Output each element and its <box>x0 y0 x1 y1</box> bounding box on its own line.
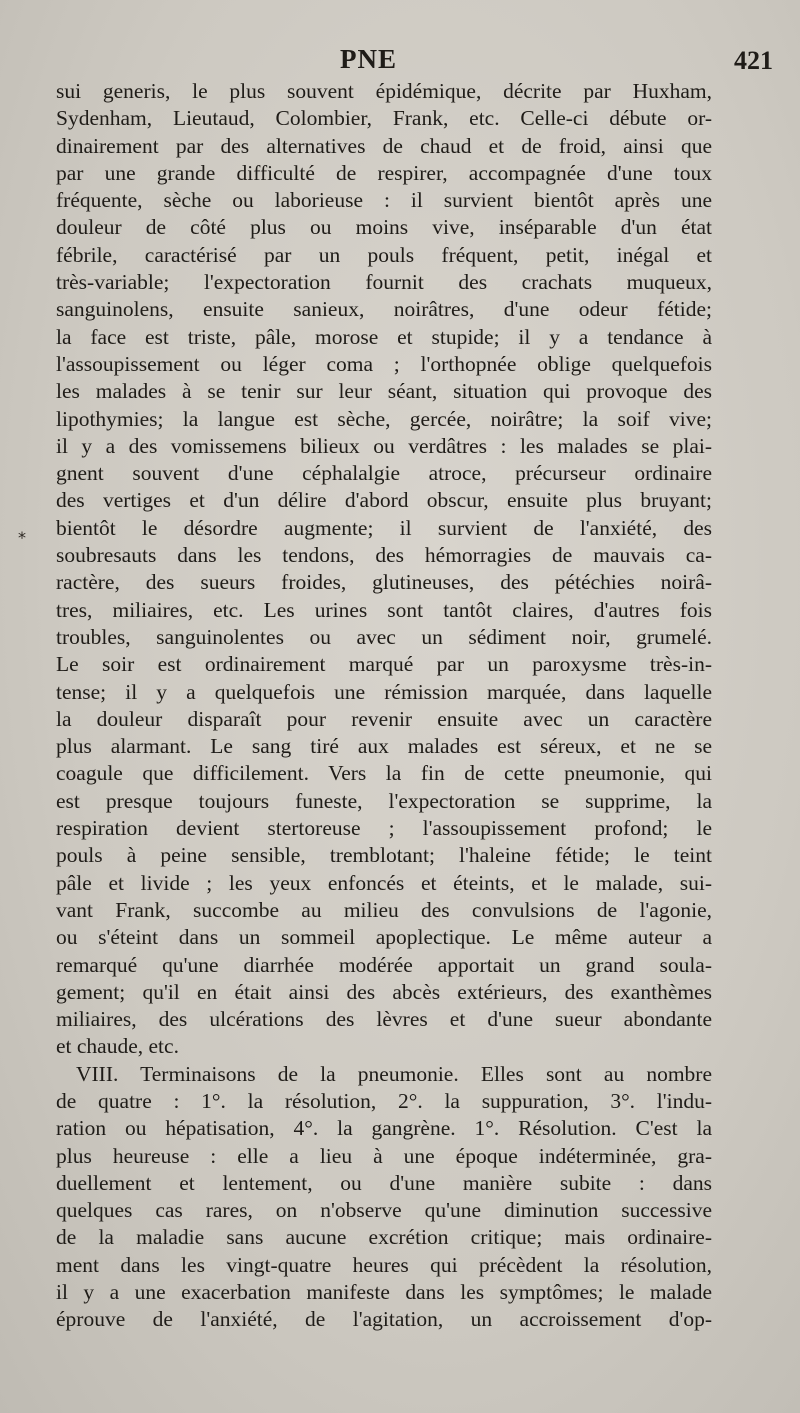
text-line: plus heureuse : elle a lieu à une époque indéterminée, gra- <box>56 1143 712 1168</box>
body-text <box>56 78 712 1334</box>
text-line: l'assoupissement ou léger coma ; l'orthopnée oblige quelquefois <box>56 351 712 376</box>
text-line: de la maladie sans aucune excrétion critique; mais ordinaire- <box>56 1225 712 1250</box>
text-line: est presque toujours funeste, l'expectoration se supprime, la <box>56 788 712 813</box>
text-line: ment dans les vingt-quatre heures qui précèdent la résolution, <box>56 1252 712 1277</box>
text-line: remarqué qu'une diarrhée modérée apportait un grand soula- <box>56 952 712 977</box>
page-header <box>0 44 800 78</box>
text-line: la douleur disparaît pour revenir ensuite avec un caractère <box>56 706 712 731</box>
text-line: duellement et lentement, ou d'une manière subite : dans <box>56 1170 712 1195</box>
text-line: douleur de côté plus ou moins vive, inséparable d'un état <box>56 215 712 240</box>
text-line: éprouve de l'anxiété, de l'agitation, un accroissement d'op- <box>56 1307 712 1332</box>
text-line: sui generis, le plus souvent épidémique, décrite par Huxham, <box>56 79 712 103</box>
text-line: la face est triste, pâle, morose et stupide; il y a tendance à <box>56 324 712 349</box>
text-line: tres, miliaires, etc. Les urines sont tantôt claires, d'autres fois <box>56 597 712 622</box>
text-line: il y a une exacerbation manifeste dans les symptômes; le malade <box>56 1280 712 1305</box>
text-line: des vertiges et d'un délire d'abord obscur, ensuite plus bruyant; <box>56 488 712 513</box>
text-line: troubles, sanguinolentes ou avec un sédiment noir, grumelé. <box>56 624 712 649</box>
text-line: Le soir est ordinairement marqué par un paroxysme très-in- <box>56 652 712 677</box>
text-line: Sydenham, Lieutaud, Colombier, Frank, etc. Celle-ci débute or- <box>56 106 712 131</box>
text-line: il y a des vomissemens bilieux ou verdâtres : les malades se plai- <box>56 433 712 458</box>
text-line: miliaires, des ulcérations des lèvres et d'une sueur abondante <box>56 1007 712 1032</box>
text-line: quelques cas rares, on n'observe qu'une diminution successive <box>56 1198 712 1223</box>
text-line: fréquente, sèche ou laborieuse : il survient bientôt après une <box>56 188 712 213</box>
text-line: gnent souvent d'une céphalalgie atroce, précurseur ordinaire <box>56 461 712 486</box>
text-line: coagule que difficilement. Vers la fin de cette pneumonie, qui <box>56 761 712 786</box>
text-line: respiration devient stertoreuse ; l'assoupissement profond; le <box>56 816 712 841</box>
page-number: 421 <box>734 46 773 75</box>
text-line: gement; qu'il en était ainsi des abcès extérieurs, des exanthèmes <box>56 979 712 1004</box>
running-head: PNE <box>340 44 397 74</box>
text-line: vant Frank, succombe au milieu des convulsions de l'agonie, <box>56 897 712 922</box>
text-line: ractère, des sueurs froides, glutineuses, des pétéchies noirâ- <box>56 570 712 595</box>
text-line: pâle et livide ; les yeux enfoncés et éteints, et le malade, sui- <box>56 870 712 895</box>
text-line: bientôt le désordre augmente; il survient de l'anxiété, des <box>56 515 712 540</box>
text-line: pouls à peine sensible, tremblotant; l'haleine fétide; le teint <box>56 843 712 868</box>
text-line: ration ou hépatisation, 4°. la gangrène. 1°. Résolution. C'est la <box>56 1116 712 1141</box>
text-line: ou s'éteint dans un sommeil apoplectique. Le même auteur a <box>56 925 712 950</box>
text-line: VIII. Terminaisons de la pneumonie. Elles sont au nombre <box>76 1061 712 1086</box>
margin-mark: * <box>18 528 26 547</box>
text-line: plus alarmant. Le sang tiré aux malades est séreux, et ne se <box>56 734 712 759</box>
text-line: et chaude, etc. <box>56 1034 179 1059</box>
text-line: de quatre : 1°. la résolution, 2°. la suppuration, 3°. l'indu- <box>56 1088 712 1113</box>
text-line: sanguinolens, ensuite sanieux, noirâtres, d'une odeur fétide; <box>56 297 712 322</box>
text-line: tense; il y a quelquefois une rémission marquée, dans laquelle <box>56 679 712 704</box>
text-line: fébrile, caractérisé par un pouls fréquent, petit, inégal et <box>56 242 712 267</box>
text-line: lipothymies; la langue est sèche, gercée, noirâtre; la soif vive; <box>56 406 712 431</box>
text-line: dinairement par des alternatives de chaud et de froid, ainsi que <box>56 133 712 158</box>
text-line: les malades à se tenir sur leur séant, situation qui provoque des <box>56 379 712 404</box>
text-line: très-variable; l'expectoration fournit des crachats muqueux, <box>56 270 712 295</box>
text-line: soubresauts dans les tendons, des hémorragies de mauvais ca- <box>56 543 712 568</box>
text-line: par une grande difficulté de respirer, accompagnée d'une toux <box>56 160 712 185</box>
